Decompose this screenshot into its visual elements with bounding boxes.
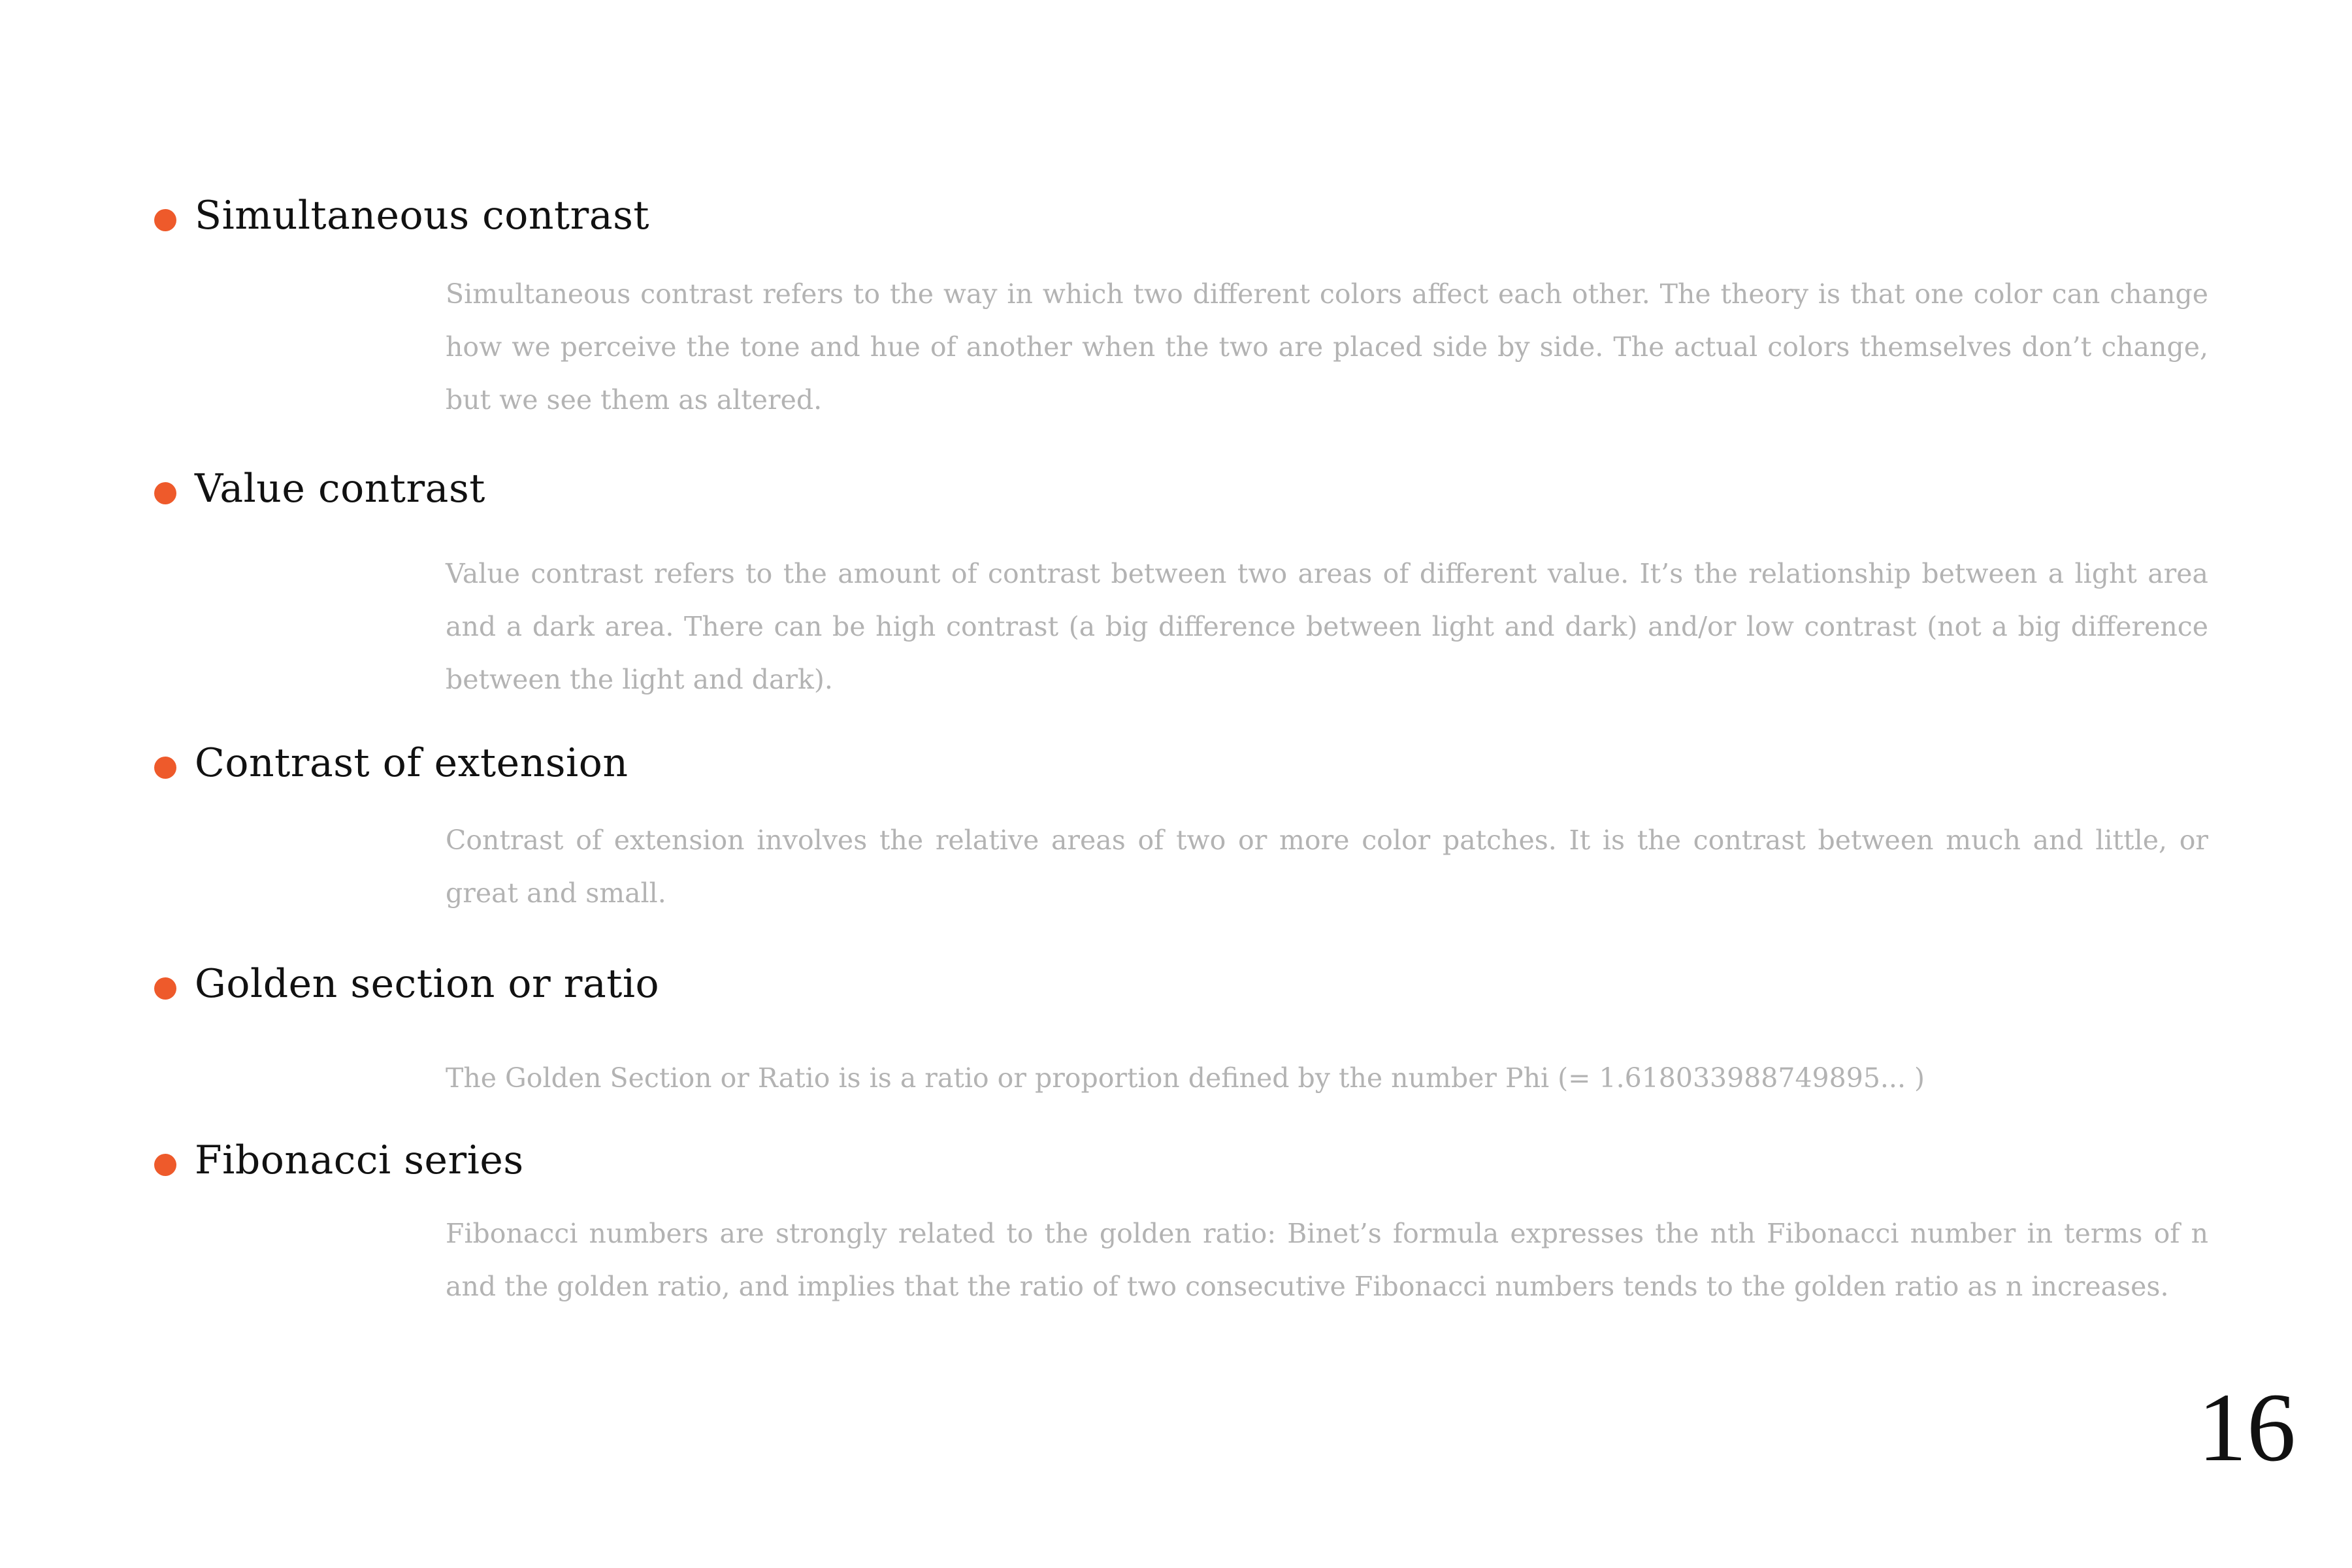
page-number: 16 bbox=[2198, 1373, 2296, 1482]
section-heading-simultaneous-contrast bbox=[154, 189, 649, 242]
bullet-dot-icon bbox=[154, 209, 176, 231]
section-heading-contrast-of-extension bbox=[154, 737, 628, 789]
section-heading-value-contrast bbox=[154, 463, 485, 515]
section-body: Simultaneous contrast refers to the way in which two different colors affect each other. The theory is that one color can change how we perceive the tone and hue of another when the two are placed side by side. The actual colors themselves don’t change, but we see them as altered. bbox=[446, 278, 2208, 416]
section-title: Simultaneous contrast bbox=[195, 193, 650, 238]
bullet-dot-icon bbox=[154, 757, 176, 779]
bullet-dot-icon bbox=[154, 482, 176, 504]
section-title: Fibonacci series bbox=[195, 1137, 524, 1183]
section-title: Value contrast bbox=[195, 466, 485, 512]
section-body: Fibonacci numbers are strongly related to the golden ratio: Binet’s formula expresses the nth Fibonacci number in terms of n and the golden ratio, and implies that the ratio of two consecutive Fibonacci numbers tends to the golden ratio as n increases. bbox=[446, 1218, 2208, 1302]
section-title: Golden section or ratio bbox=[195, 961, 660, 1007]
section-body: Value contrast refers to the amount of contrast between two areas of different value. It’s the relationship between a light area and a dark area. There can be high contrast (a big difference between light and dark) and/or low contrast (not a big difference between the light and dark). bbox=[446, 558, 2208, 695]
bullet-dot-icon bbox=[154, 977, 176, 1000]
bullet-dot-icon bbox=[154, 1154, 176, 1176]
section-title: Contrast of extension bbox=[195, 740, 629, 786]
section-body: The Golden Section or Ratio is is a ratio or proportion defined by the number Phi (= 1.618033988749895... ) bbox=[446, 1062, 1925, 1094]
section-heading-golden-section bbox=[154, 958, 659, 1010]
section-heading-fibonacci-series bbox=[154, 1134, 524, 1186]
section-body: Contrast of extension involves the relative areas of two or more color patches. It is the contrast between much and little, or great and small. bbox=[446, 825, 2208, 909]
